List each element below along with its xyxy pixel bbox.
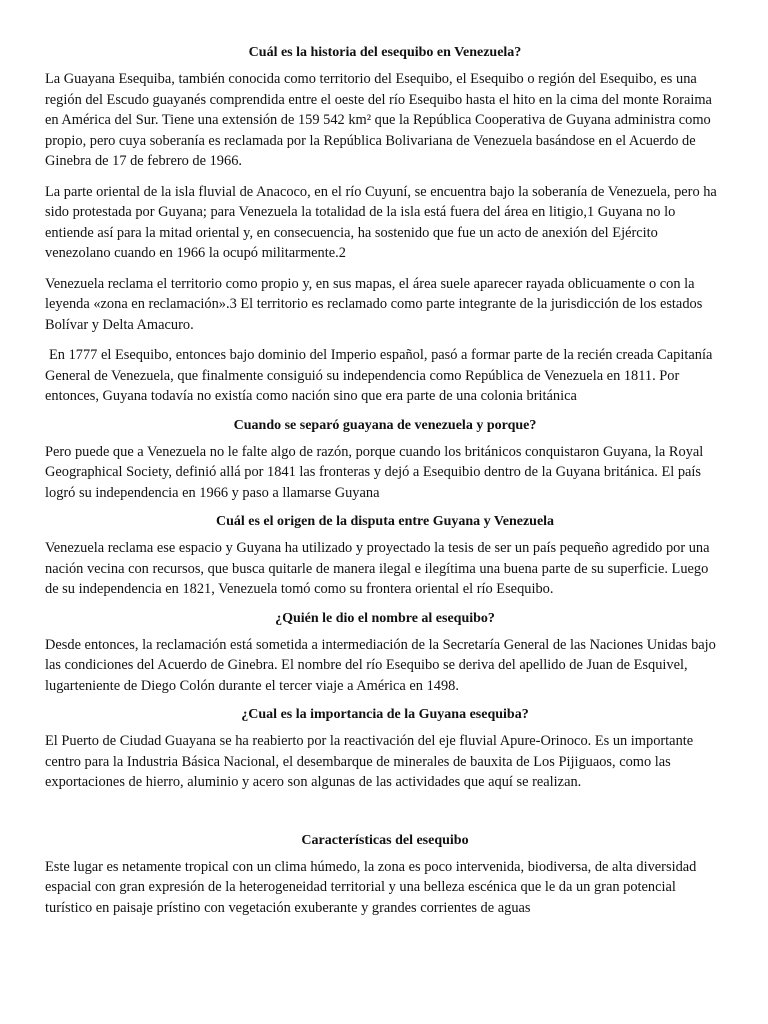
section-heading-name-origin: ¿Quién le dio el nombre al esequibo? bbox=[275, 610, 495, 626]
document-page bbox=[45, 44, 725, 928]
section-heading-history: Cuál es la historia del esequibo en Venezuela? bbox=[248, 45, 522, 60]
paragraph: La Guayana Esequiba, también conocida como territorio del Esequibo, el Esequibo o región del Esequibo, es una región del Escudo guayanés comprendida entre el oeste del río Esequibo hasta el hito en la cima del monte Roraima en América del Sur. Tiene una extensión de 159 542 km² que la República Cooperativa de Guyana administra como propio, pero cuya soberanía es reclamada por la República Bolivariana de Venezuela basándose en el Acuerdo de Ginebra de 17 de febrero de 1966. bbox=[45, 71, 712, 169]
section-heading-separation: Cuando se separó guayana de venezuela y porque? bbox=[233, 417, 537, 433]
section-heading-importance: ¿Cual es la importancia de la Guyana esequiba? bbox=[241, 707, 529, 722]
paragraph: Venezuela reclama el territorio como propio y, en sus mapas, el área suele aparecer rayada oblicuamente o con la leyenda «zona en reclamación».3 El territorio es reclamado como parte integrante de la jurisdicción de los estados Bolívar y Delta Amacuro. bbox=[45, 275, 703, 333]
spacer bbox=[45, 803, 725, 832]
paragraph: Desde entonces, la reclamación está sometida a intermediación de la Secretaría General de las Naciones Unidas bajo las condiciones del Acuerdo de Ginebra. El nombre del río Esequibo se deriva del apellido de Juan de Esquivel, lugarteniente de Diego Colón durante el tercer viaje a América en 1498. bbox=[45, 636, 716, 694]
paragraph: Venezuela reclama ese espacio y Guyana ha utilizado y proyectado la tesis de ser un país pequeño agredido por una nación vecina con recursos, que busca quitarle de manera ilegal e ilegítima una buena parte de su superficie. Luego de su independencia en 1821, Venezuela tomó como su frontera oriental el río Esequibo. bbox=[45, 540, 710, 597]
section-heading-dispute-origin: Cuál es el origen de la disputa entre Guyana y Venezuela bbox=[215, 514, 555, 529]
paragraph: La parte oriental de la isla fluvial de Anacoco, en el río Cuyuní, se encuentra bajo la soberanía de Venezuela, pero ha sido protestada por Guyana; para Venezuela la totalidad de la isla está fuera del área en litigio,1 Guyana no lo entiende así para la mitad oriental y, en consecuencia, ha sostenido que fue un acto de anexión del Ejército venezolano cuando en 1966 la ocupó militarmente.2 bbox=[45, 183, 717, 261]
section-heading-characteristics: Características del esequibo bbox=[301, 832, 469, 848]
paragraph: Pero puede que a Venezuela no le falte algo de razón, porque cuando los británicos conquistaron Guyana, la Royal Geographical Society, definió allá por 1841 las fronteras y dejó a Esequibio dentro de la Guyana británica. El país logró su independencia en 1966 y paso a llamarse Guyana bbox=[45, 443, 704, 501]
paragraph: El Puerto de Ciudad Guayana se ha reabierto por la reactivación del eje fluvial Apure-Orinoco. Es un importante centro para la Industria Básica Nacional, el desembarque de minerales de bauxita de Los Pijiguaos, como las exportaciones de hierro, aluminio y acero son algunas de las actividades que aquí se realizan. bbox=[45, 733, 694, 790]
paragraph: En 1777 el Esequibo, entonces bajo dominio del Imperio español, pasó a formar parte de la recién creada Capitanía General de Venezuela, que finalmente consiguió su independencia como República de Venezuela en 1811. Por entonces, Guyana todavía no existía como nación sino que era parte de una colonia británica bbox=[45, 347, 713, 404]
paragraph: Este lugar es netamente tropical con un clima húmedo, la zona es poco intervenida, biodiversa, de alta diversidad espacial con gran expresión de la heterogeneidad territorial y una belleza escénica que le da un gran potencial turístico en paisaje prístino con vegetación exuberante y grandes corrientes de aguas bbox=[45, 858, 697, 916]
